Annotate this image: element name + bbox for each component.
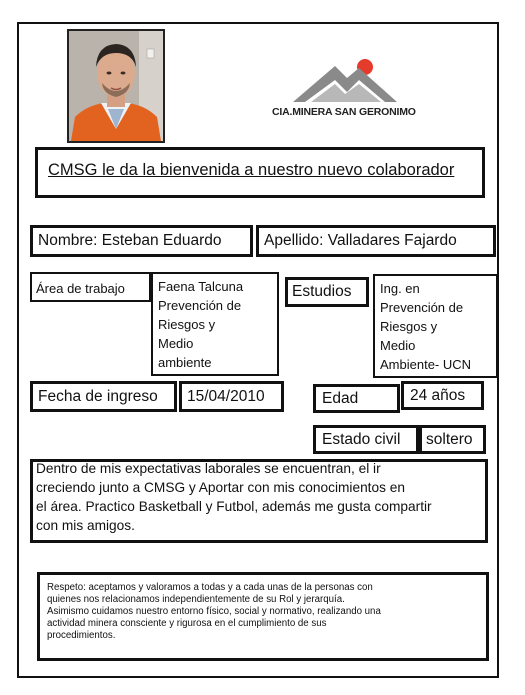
values-line-1: Respeto: aceptamos y valoramos a todas y a cada unas de la personas con: [47, 582, 373, 593]
bio-line-4: con mis amigos.: [36, 518, 135, 533]
employee-photo: [67, 29, 165, 143]
company-name: CIA.MINERA SAN GERONIMO: [272, 106, 416, 118]
studies-line-3: Riesgos y: [380, 319, 438, 334]
values-line-2: quienes nos relacionamos independientemente de su Rol y jerarquía.: [47, 594, 345, 605]
studies-line-5: Ambiente- UCN: [380, 357, 472, 372]
start-date-value: 15/04/2010: [187, 388, 265, 405]
age-label: Edad: [322, 390, 359, 407]
studies-line-2: Prevención de: [380, 300, 464, 315]
civil-status-label: Estado civil: [322, 431, 401, 448]
values-line-3: Asimismo cuidamos nuestro entorno físico, social y normativo, realizando una: [47, 606, 381, 617]
surname-field: Apellido: Valladares Fajardo: [264, 232, 457, 249]
area-line-3: Riesgos y: [158, 317, 216, 332]
bio-line-1: Dentro de mis expectativas laborales se encuentran, el ir: [36, 461, 381, 476]
studies-line-4: Medio: [380, 338, 416, 353]
age-value: 24 años: [410, 387, 466, 404]
studies-label: Estudios: [292, 283, 352, 300]
name-field: Nombre: Esteban Eduardo: [38, 232, 222, 249]
start-date-label: Fecha de ingreso: [38, 388, 158, 405]
values-line-5: procedimientos.: [47, 630, 116, 641]
civil-status-value: soltero: [426, 431, 473, 448]
area-line-4: Medio: [158, 336, 194, 351]
welcome-text: CMSG le da la bienvenida a nuestro nuevo colaborador: [48, 161, 455, 179]
values-line-4: actividad minera consciente y rigurosa en el cumplimiento de sus: [47, 618, 327, 629]
area-line-2: Prevención de: [158, 298, 242, 313]
area-line-5: ambiente: [158, 355, 212, 370]
portrait-image: [69, 31, 163, 141]
studies-line-1: Ing. en: [380, 281, 420, 296]
area-label: Área de trabajo: [36, 281, 125, 296]
company-logo: [285, 50, 405, 106]
area-line-1: Faena Talcuna: [158, 279, 244, 294]
bio-line-3: el área. Practico Basketball y Futbol, además me gusta compartir: [36, 499, 432, 514]
bio-line-2: creciendo junto a CMSG y Aportar con mis conocimientos en: [36, 480, 405, 495]
